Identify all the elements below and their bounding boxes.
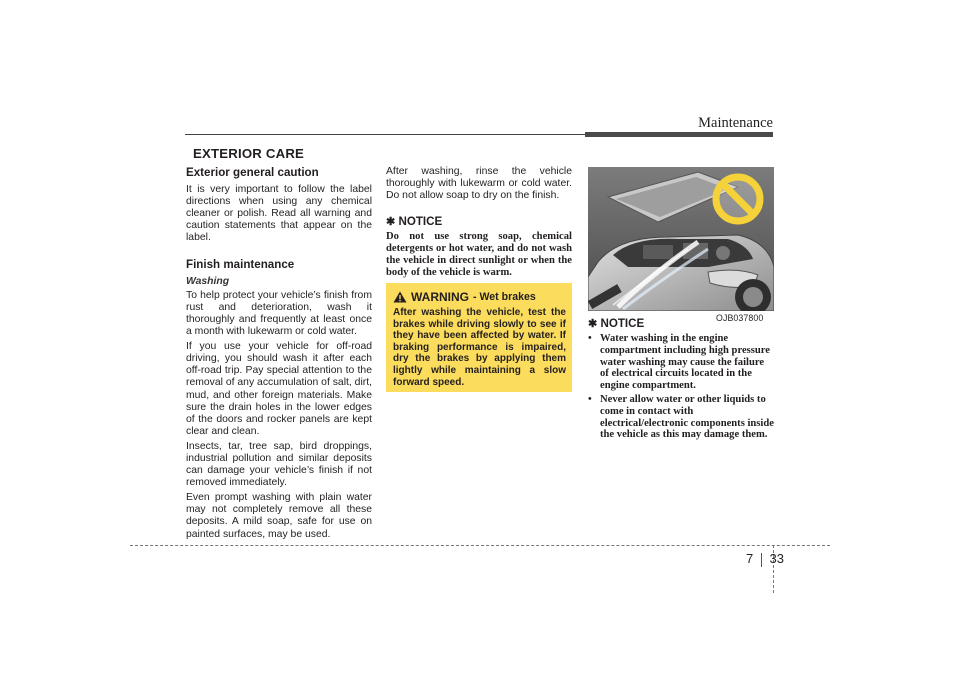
column-2 xyxy=(386,166,572,279)
chapter-number: 7 xyxy=(746,551,754,566)
column-3 xyxy=(588,312,774,443)
notice-star-icon: ✱ xyxy=(386,216,396,229)
section-title: EXTERIOR CARE xyxy=(193,146,305,161)
warning-triangle-icon xyxy=(393,291,407,303)
paragraph: It is very important to follow the label directions when using any chemical cleaner or polish. Read all warning and caution statements that appear on the label. xyxy=(186,184,372,244)
page-number-value: 33 xyxy=(769,551,784,566)
figure-code: OJB037800 xyxy=(716,313,764,323)
paragraph: After washing, rinse the vehicle thoroughly with lukewarm or cold water. Do not allow soap to dry on the finish. xyxy=(386,166,572,202)
warning-text: After washing the vehicle, test the brakes while driving slowly to see if they have been affected by water. If braking performance is impaired, dry the brakes by applying them lightly while maintaining a slow forward speed. xyxy=(393,307,566,388)
heading-finish-maintenance: Finish maintenance xyxy=(186,257,295,271)
header-bar xyxy=(585,132,773,137)
warning-title: WARNING - Wet brakes xyxy=(393,290,566,304)
paragraph: Even prompt washing with plain water may not completely remove all these deposits. A mild soap, safe for use on painted surfaces, may be used. xyxy=(186,492,372,540)
notice-heading: ✱ NOTICE xyxy=(386,215,443,229)
list-item: • Water washing in the engine compartment including high pressure water washing may cause the failure of electrical circuits located in the engine compartment. xyxy=(588,333,771,392)
list-item: • Never allow water or other liquids to come in contact with electrical/electronic components inside the vehicle as this may damage them. xyxy=(588,394,774,441)
engine-wash-illustration xyxy=(588,167,774,311)
warning-box xyxy=(386,283,572,392)
footer-rule xyxy=(130,545,830,546)
notice-heading: ✱ NOTICE xyxy=(588,317,645,330)
header-title: Maintenance xyxy=(698,115,773,131)
paragraph: Insects, tar, tree sap, bird droppings, industrial pollution and similar deposits can damage your vehicle’s finish if not removed immediately. xyxy=(186,440,372,489)
prohibition-icon xyxy=(714,175,762,223)
paragraph: If you use your vehicle for off-road driving, you should wash it after each off-road trip. Pay special attention to the removal of any accumulation of salt, dirt, mud, and other foreign materials. Make sure the drain holes in the lower edges of the doors and rocker panels are kept clear and clean. xyxy=(186,341,372,437)
paragraph: To help protect your vehicle’s finish from rust and deterioration, wash it thoroughly and frequently at least once a month with lukewarm or cold water. xyxy=(186,289,372,338)
page-number xyxy=(746,551,784,567)
column-1 xyxy=(186,167,372,544)
page-separator xyxy=(761,553,762,567)
notice-star-icon: ✱ xyxy=(588,318,598,330)
subheading-washing: Washing xyxy=(186,275,230,287)
notice-list xyxy=(588,333,774,441)
notice-text: Do not use strong soap, chemical detergents or hot water, and do not wash the vehicle in direct sunlight or when the body of the vehicle is warm. xyxy=(386,231,572,278)
heading-exterior-general-caution: Exterior general caution xyxy=(186,166,319,179)
